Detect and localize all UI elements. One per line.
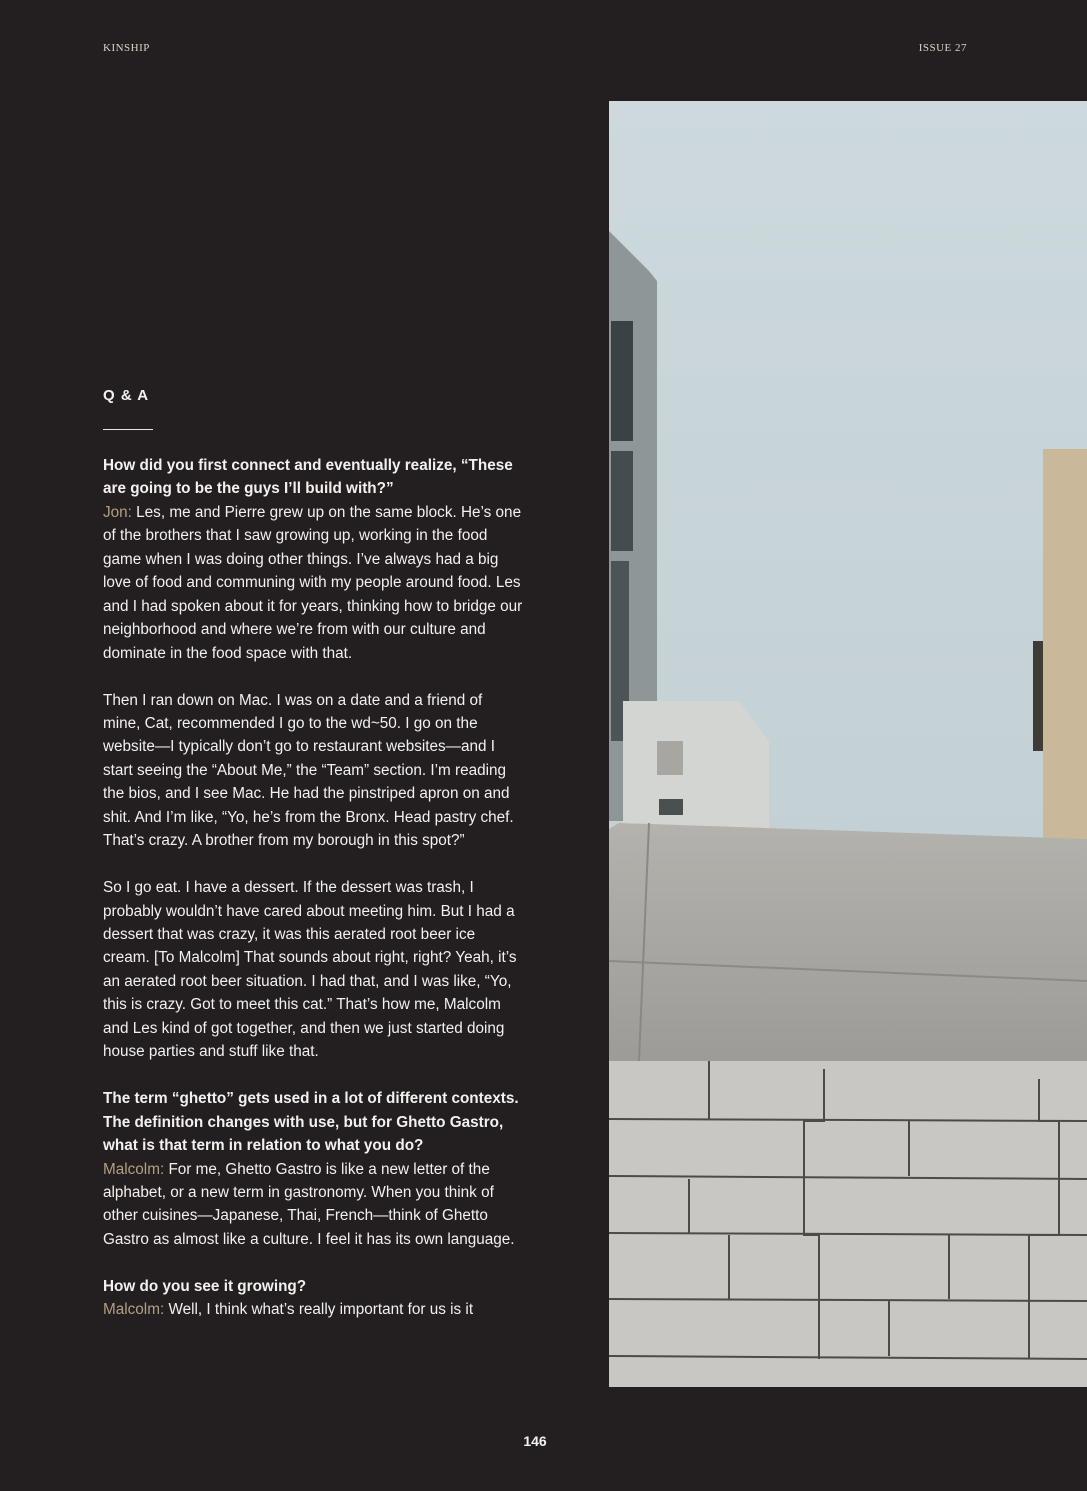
article-body <box>103 384 523 1345</box>
answer-paragraph <box>103 1298 523 1321</box>
running-header <box>103 42 967 54</box>
building-windows <box>611 451 633 551</box>
answer-text: For me, Ghetto Gastro is like a new letter of the alphabet, or a new term in gastronomy. When you think of other cuisines—Japanese, Thai, French—think of Ghetto Gastro as almost like a culture. I feel it has its own language. <box>103 1160 515 1248</box>
section-divider <box>103 429 153 430</box>
concrete-wall <box>609 823 1087 1065</box>
right-building-shadow <box>1033 641 1043 751</box>
answer-paragraph <box>103 1158 523 1252</box>
answer-text: Les, me and Pierre grew up on the same block. He’s one of the brothers that I saw growing up, working in the food game when I was doing other things. I’ve always had a big love of food and communing with my people around food. Les and I had spoken about it for years, thinking how to bridge our neighborhood and where we’re from with our culture and dominate in the food space with that. <box>103 503 523 662</box>
photo-illustration <box>609 101 1087 1387</box>
answer-paragraph <box>103 876 523 1064</box>
question-1: How did you first connect and eventually realize, “These are going to be the guys I’ll build with?” <box>103 457 513 498</box>
building-window <box>659 799 683 815</box>
answer-text: So I go eat. I have a dessert. If the dessert was trash, I probably wouldn’t have cared about meeting him. But I had a dessert that was crazy, it was this aerated root beer ice cream. [To Malcolm] That sounds about right, right? Yeah, it’s an aerated root beer situation. I had that, and I was like, “Yo, this is crazy. Got to meet this cat.” That’s how me, Malcolm and Les kind of got together, and then we just started doing house parties and stuff like that. <box>103 879 517 1061</box>
answer-paragraph <box>103 501 523 665</box>
right-building <box>1043 449 1087 839</box>
publication-name: KINSHIP <box>103 42 150 54</box>
building-windows <box>611 321 633 441</box>
question-3: How do you see it growing? <box>103 1277 307 1295</box>
answer-text: Well, I think what’s really important for us is it <box>168 1301 474 1319</box>
issue-number: ISSUE 27 <box>918 42 967 54</box>
building-window <box>657 741 683 775</box>
small-building <box>623 701 769 831</box>
answer-paragraph <box>103 689 523 853</box>
section-label: Q & A <box>103 387 150 404</box>
answer-text: Then I ran down on Mac. I was on a date and a friend of mine, Cat, recommended I go to the wd~50. I go on the website—I typically don’t go to restaurant websites—and I start seeing the “About Me,” the “Team” section. I’m reading the bios, and I see Mac. He had the pinstriped apron on and shit. And I’m like, “Yo, he’s from the Bronx. Head pastry chef. That’s crazy. A brother from my borough in this spot?” <box>103 691 514 850</box>
question-2: The term “ghetto” gets used in a lot of different contexts. The definition changes with use, but for Ghetto Gastro, what is that term in relation to what you do? <box>103 1090 519 1155</box>
photo-image <box>609 101 1087 1387</box>
page-number: 146 <box>523 1433 547 1449</box>
speaker-name: Malcolm: <box>103 1301 165 1319</box>
speaker-name: Malcolm: <box>103 1160 165 1178</box>
speaker-name: Jon: <box>103 503 132 521</box>
stone-wall <box>609 1061 1087 1387</box>
